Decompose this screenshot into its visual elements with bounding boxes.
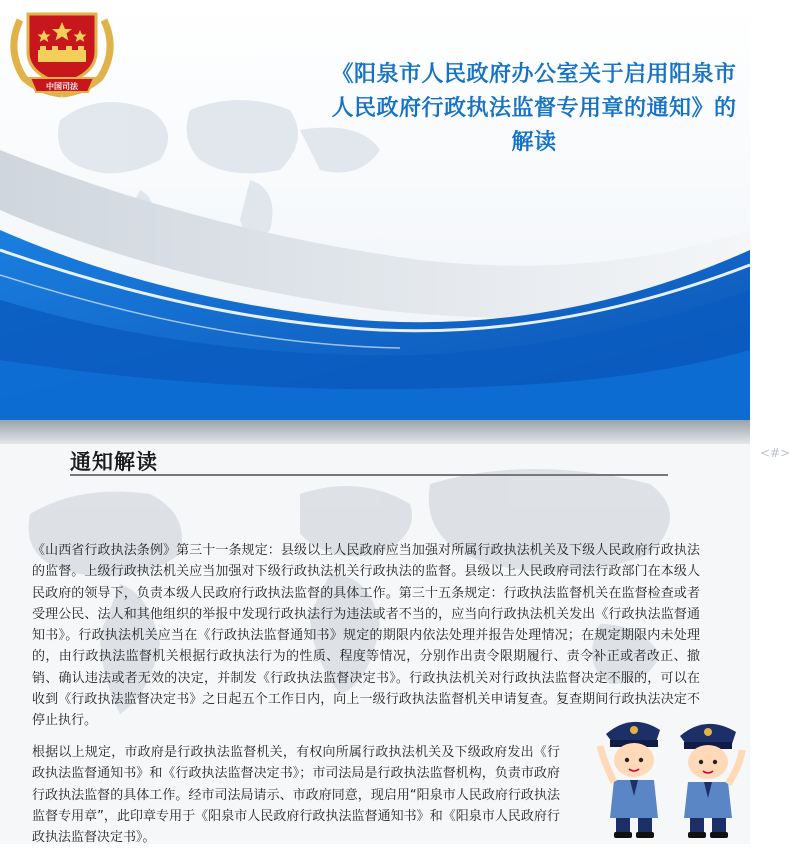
page-title: 《阳泉市人民政府办公室关于启用阳泉市人民政府行政执法监督专用章的通知》的解读	[331, 62, 737, 155]
emblem-label: 中国司法	[46, 82, 78, 91]
page-number-mark: <#>	[760, 446, 790, 460]
justice-emblem-icon	[0, 0, 124, 100]
divider-band	[0, 420, 750, 444]
interpretation-paragraph-1: 《山西省行政执法条例》第三十一条规定：县级以上人民政府应当加强对所属行政执法机关及下级人民政府行政执法的监督。上级行政执法机关应当加强对下级行政执法机关行政执法的监督。县级以上人民政府司法行政部门在本级人民政府的领导下，负责本级人民政府行政执法监督的具体工作。第三十五条规定：行政执法监督机关在监督检查或者受理公民、法人和其他组织的举报中发现行政执法行为违法或者不当的，应当向行政执法机关发出《行政执法监督通知书》。行政执法机关应当在《行政执法监督通知书》规定的期限内依法处理并报告处理情况；在规定期限内未处理的，由行政执法监督机关根据行政执法行为的性质、程度等情况，分别作出责令限期履行、责令补正或者改正、撤销、确认违法或者无效的决定，并制发《行政执法监督决定书》。行政执法机关对行政执法监督决定不服的，可以在收到《行政执法监督决定书》之日起五个工作日内，向上一级行政执法监督机关申请复查。复查期间行政执法决定不停止执行。	[32, 543, 700, 729]
section-header	[70, 444, 790, 476]
header-banner	[0, 0, 750, 420]
section-title: 通知解读	[70, 450, 158, 474]
interpretation-paragraph-2: 根据以上规定，市政府是行政执法监督机关，有权向所属行政执法机关及下级政府发出《行政执法监督通知书》和《行政执法监督决定书》；市司法局是行政执法监督机构，负责市政府行政执法监督的具体工作。经市司法局请示、市政府同意，现启用“阳泉市人民政府行政执法监督专用章”，此印章专用于《阳泉市人民政府行政执法监督通知书》和《阳泉市人民政府行政执法监督决定书》。	[32, 745, 560, 846]
police-officers-illustration	[596, 706, 750, 844]
content-area	[0, 444, 790, 846]
section-underline	[70, 474, 668, 476]
